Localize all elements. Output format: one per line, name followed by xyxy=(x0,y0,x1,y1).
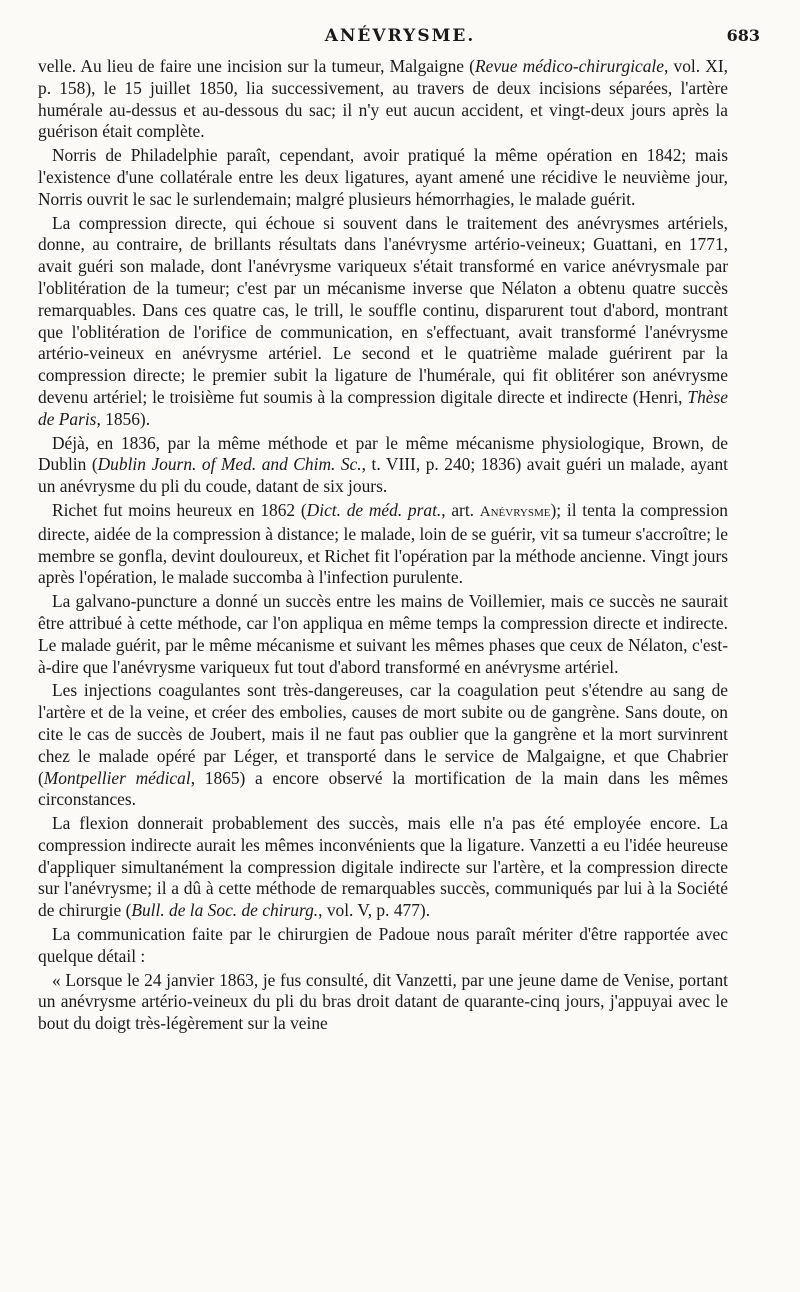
text-run: Les injections coagulantes sont très-dangereuses, car la coagulation peut s'étendre au sang de l'artère et de la veine, et créer des embolies, causes de mort subite ou de gangrène. Sans doute, on cite le cas de succès de Joubert, mais il ne faut pas oublier que la gangrène et la mort survinrent chez le malade opéré par Léger, et transporté dans le service de Malgaigne, et que Chabrier ( xyxy=(38,680,728,788)
citation-italic: Montpellier médical xyxy=(43,767,191,788)
text-run: « Lorsque le 24 janvier 1863, je fus consulté, dit Vanzetti, par une jeune dame de Venise, portant un anévrysme artério-veineux du pli du bras droit datant de quarante-cinq jours, j'appuyai avec le bout du doigt très-légèrement sur la veine xyxy=(38,969,728,1034)
text-run: La galvano-puncture a donné un succès entre les mains de Voillemier, mais ce succès ne saurait être attribué à cette méthode, car l'on appliqua en même temps la compression directe et indirecte. Le malade guérit, par le même mécanisme et suivant les mêmes phases que ceux de Nélaton, c'est-à-dire que l'anévrysme variqueux fut tout d'abord transformé en anévrysme artériel. xyxy=(38,591,728,677)
text-run: La compression directe, qui échoue si souvent dans le traitement des anévrysmes artériels, donne, au contraire, de brillants résultats dans l'anévrysme artério-veineux; Guattani, en 1771, avait guéri son malade, dont l'anévrysme variqueux s'était transformé en varice anévrysmale par l'oblitération de la tumeur; c'est par un mécanisme inverse que Nélaton a obtenu quatre succès remarquables. Dans ces quatre cas, le trill, le souffle continu, disparurent tout d'abord, montrant que l'oblitération de l'orifice de communication, en s'effectuant, avait transformé l'anévrysme artério-veineux en anévrysme artériel. Le second et le quatrième malade guérirent par la compression directe; le premier subit la ligature de l'humérale, qui fit oblitérer son anévrysme devenu artériel; le troisième fut soumis à la compression digitale directe et indirecte (Henri, xyxy=(38,212,728,407)
text-run: ); il tenta la compression directe, aidée de la compression à distance; le malade, loin de se guérir, vit sa tumeur s'accroître; le membre se gonfla, devint douloureux, et Richet fit l'opération par la méthode ancienne. Vingt jours après l'opération, le malade succomba à l'infection purulente. xyxy=(38,499,728,588)
text-run: , t. VIII, p. 240; 1836) avait guéri un malade, ayant un anévrysme du pli du coude, datant de six jours. xyxy=(38,454,728,497)
text-run: , 1856). xyxy=(96,408,151,429)
page-header xyxy=(30,22,770,54)
paragraph xyxy=(38,591,728,678)
citation-italic: Revue médico-chirurgicale xyxy=(474,56,664,76)
citation-italic: Dict. de méd. prat. xyxy=(306,499,442,520)
text-run: velle. Au lieu de faire une incision sur la tumeur, Malgaigne ( xyxy=(38,56,475,76)
paragraph xyxy=(38,500,728,589)
paragraph xyxy=(38,924,728,968)
text-run: , art. xyxy=(441,499,480,520)
paragraph xyxy=(38,56,728,143)
running-title: ANÉVRYSME. xyxy=(324,26,476,46)
paragraph xyxy=(38,213,728,431)
small-caps-text: Anévrysme xyxy=(479,503,551,520)
body-text xyxy=(38,56,728,1035)
text-run: , vol. V, p. 477). xyxy=(318,900,431,921)
text-run: Déjà, en 1836, par la même méthode et par le même mécanisme physiologique, Brown, de Dublin ( xyxy=(38,432,728,475)
text-run: Richet fut moins heureux en 1862 ( xyxy=(52,499,307,520)
text-run: , 1865) a encore observé la mortification de la main dans les mêmes circonstances. xyxy=(38,767,728,810)
paragraph xyxy=(38,433,728,498)
citation-italic: Thèse de Paris xyxy=(38,386,728,429)
citation-italic: Dublin Journ. of Med. and Chim. Sc. xyxy=(97,454,362,475)
paragraph xyxy=(38,145,728,210)
text-run: Norris de Philadelphie paraît, cependant, avoir pratiqué la même opération en 1842; mais l'existence d'une collatérale entre les deux ligatures, ayant amené une récidive le neuvième jour, Norris ouvrit le sac le surlendemain; malgré plusieurs hémorrhagies, le malade guérit. xyxy=(38,145,728,209)
page-number: 683 xyxy=(726,26,760,45)
text-run: La flexion donnerait probablement des succès, mais elle n'a pas été employée encore. La compression indirecte aurait les mêmes inconvénients que la ligature. Vanzetti a eu l'idée heureuse d'appliquer simultanément la compression digitale indirecte sur l'artère, et la compression directe sur l'anévrysme; il a dû à cette méthode de remarquables succès, communiqués par lui à la Société de chirurgie ( xyxy=(38,813,728,921)
text-run: , vol. XI, p. 158), le 15 juillet 1850, lia successivement, au travers de deux incisions séparées, l'artère humérale au-dessus et au-dessous du sac; il n'y eut aucun accident, et vingt-deux jours après la guérison était complète. xyxy=(38,56,729,142)
text-run: La communication faite par le chirurgien de Padoue nous paraît mériter d'être rapportée avec quelque détail : xyxy=(38,924,728,966)
paragraph xyxy=(38,680,728,811)
paragraph xyxy=(38,813,728,922)
citation-italic: Bull. de la Soc. de chirurg. xyxy=(131,900,319,921)
paragraph xyxy=(38,970,728,1035)
